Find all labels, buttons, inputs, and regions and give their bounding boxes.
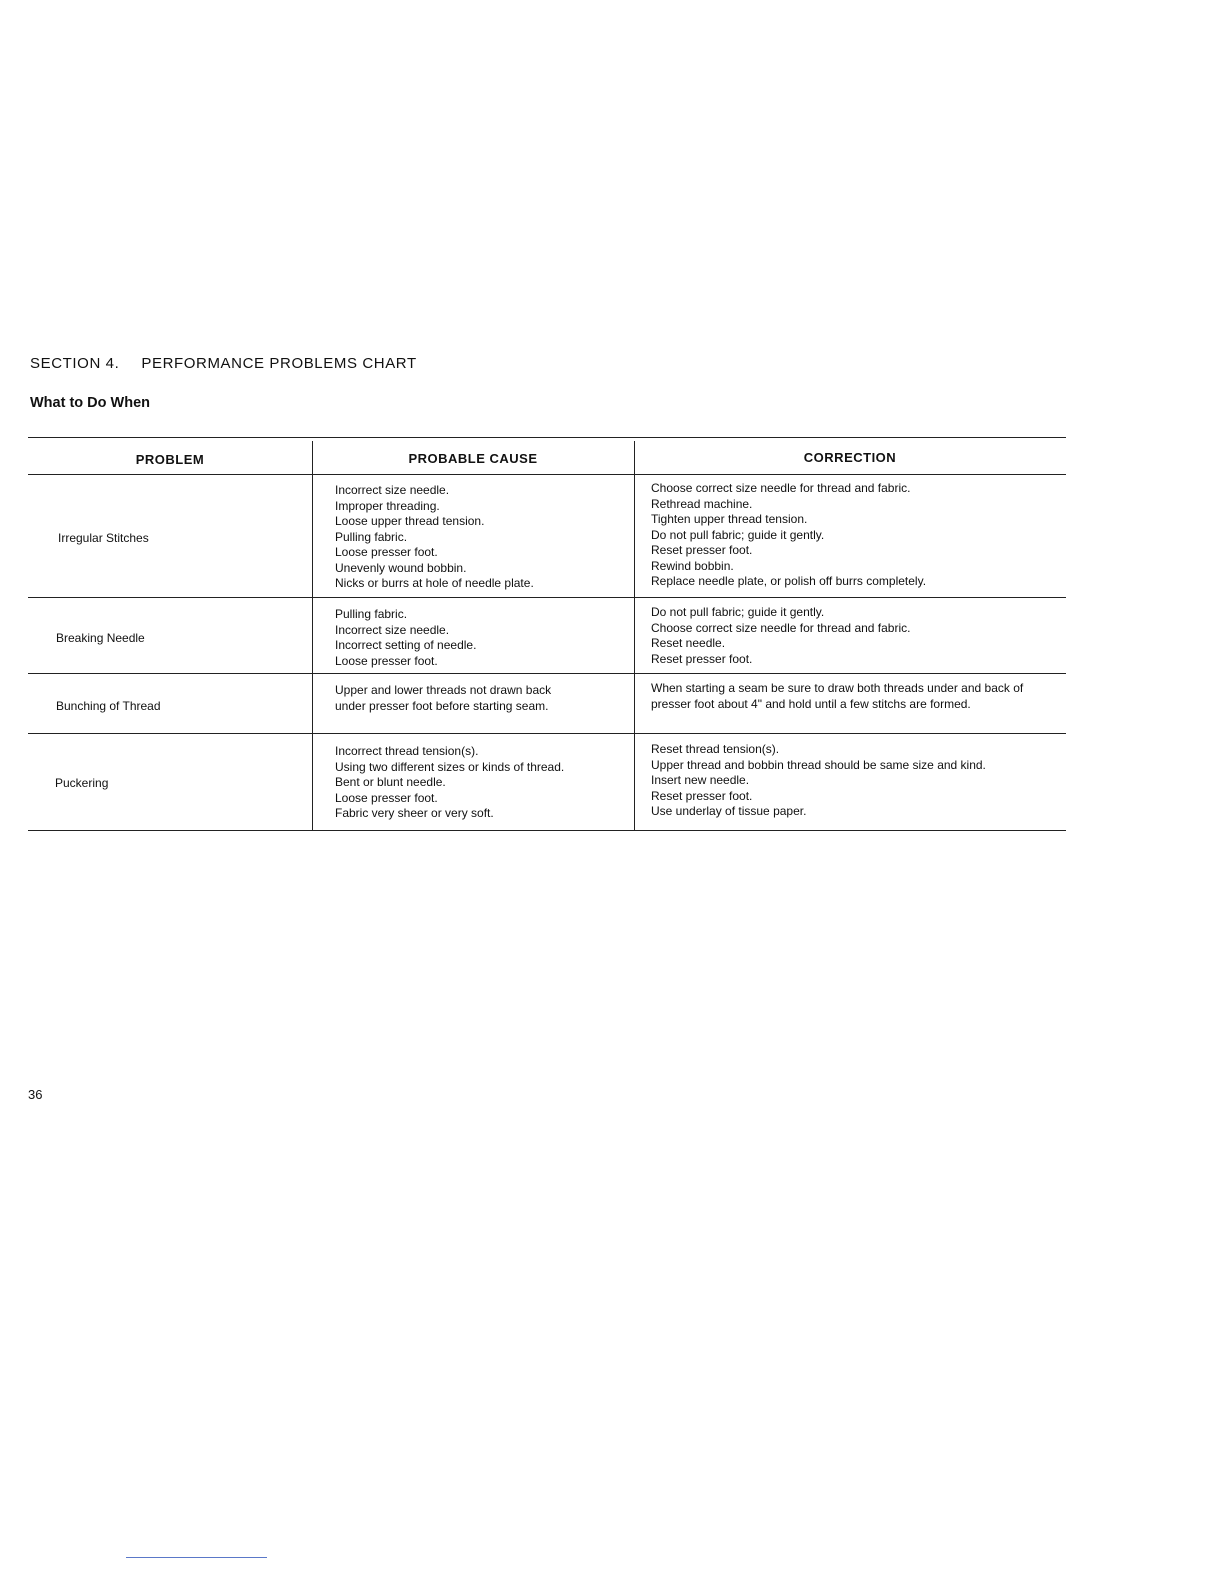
causes-irregular-stitches [335,483,534,592]
correction-item: Rethread machine. [651,496,753,511]
table-column-divider-2 [634,441,635,831]
cause-item: Nicks or burrs at hole of needle plate. [335,576,534,590]
table-rule-row-2 [28,673,1066,674]
table-rule-header [28,474,1066,475]
correction-item: Reset thread tension(s). [651,742,780,756]
cause-item: under presser foot before starting seam. [335,698,549,713]
table-rule-bottom [28,830,1066,831]
page-number: 36 [28,1087,43,1102]
table-column-divider-1 [312,441,313,831]
correction-item: Reset presser foot. [651,543,753,557]
section-title: PERFORMANCE PROBLEMS CHART [141,355,417,372]
cause-item: Loose presser foot. [335,653,438,668]
section-subtitle: What to Do When [30,395,151,411]
cause-item: Unevenly wound bobbin. [335,560,467,575]
correction-bunching-of-thread: When starting a seam be sure to draw both threads under and back of presser foot about 4" and hold until a few stitchs are formed. [651,681,1024,711]
cause-item: Fabric very sheer or very soft. [335,806,494,820]
cause-item: Using two different sizes or kinds of thread. [335,759,565,774]
section-heading [30,355,417,372]
correction-item: Tighten upper thread tension. [651,512,808,526]
table-rule-row-1 [28,597,1066,598]
correction-item: Reset presser foot. [651,788,753,803]
cause-item: Incorrect size needle. [335,483,450,497]
table-rule-row-3 [28,733,1066,734]
header-probable-cause: PROBABLE CAUSE [408,451,538,466]
causes-bunching-of-thread [335,683,551,714]
cause-item: Loose upper thread tension. [335,514,485,528]
correction-item: Do not pull fabric; guide it gently. [651,527,825,542]
correction-item: Rewind bobbin. [651,558,734,573]
problem-puckering: Puckering [55,776,109,790]
correction-item: Choose correct size needle for thread and fabric. [651,620,911,635]
corrections-breaking-needle [651,605,910,667]
header-problem: PROBLEM [135,452,205,467]
causes-breaking-needle [335,607,476,669]
correction-item: Do not pull fabric; guide it gently. [651,605,825,619]
cause-item: Loose presser foot. [335,545,438,559]
correction-item: Choose correct size needle for thread and fabric. [651,481,911,495]
correction-item: Reset presser foot. [651,651,753,666]
cause-item: Pulling fabric. [335,529,408,544]
problem-irregular-stitches: Irregular Stitches [58,531,149,545]
cause-item: Improper threading. [335,498,440,513]
performance-problems-table [28,437,1066,833]
cause-item: Loose presser foot. [335,790,438,805]
footer-rule [126,1557,267,1558]
cause-item: Incorrect thread tension(s). [335,744,479,758]
table-rule-top [28,437,1066,438]
problem-breaking-needle: Breaking Needle [56,631,145,645]
correction-item: Insert new needle. [651,773,750,787]
cause-item: Incorrect size needle. [335,622,450,637]
section-number: SECTION 4. [30,355,120,372]
causes-puckering [335,744,564,822]
correction-item: Use underlay of tissue paper. [651,804,807,818]
correction-item: Replace needle plate, or polish off burrs completely. [651,574,927,588]
cause-item: Upper and lower threads not drawn back [335,683,552,697]
correction-item: Upper thread and bobbin thread should be same size and kind. [651,757,986,772]
cause-item: Pulling fabric. [335,607,408,621]
cause-item: Bent or blunt needle. [335,775,446,789]
problem-bunching-of-thread: Bunching of Thread [56,699,161,713]
header-correction: CORRECTION [803,450,897,465]
cause-item: Incorrect setting of needle. [335,638,477,652]
correction-item: Reset needle. [651,636,726,650]
corrections-puckering [651,742,986,820]
corrections-irregular-stitches [651,481,926,590]
